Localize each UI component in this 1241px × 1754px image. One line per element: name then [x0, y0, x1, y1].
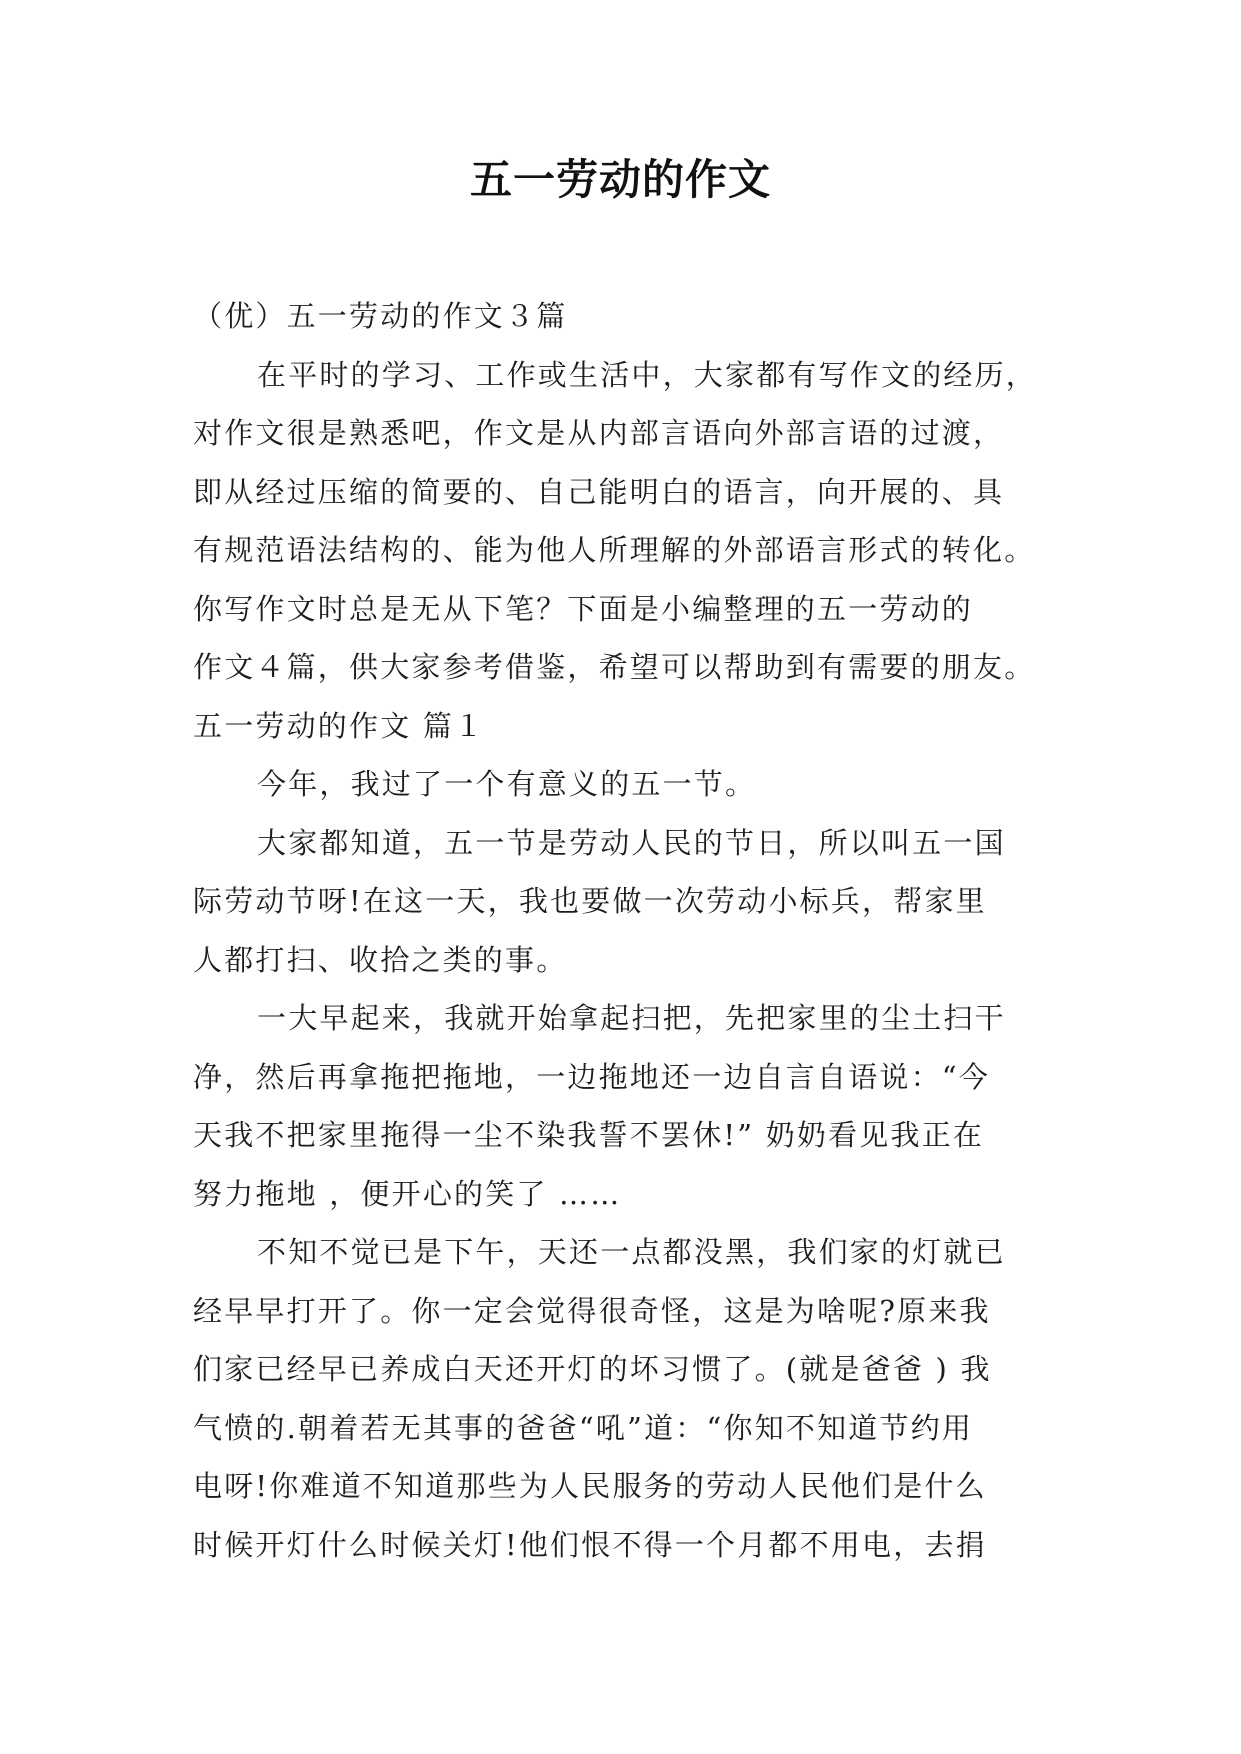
body-text-line: 电呀!你难道不知道那些为人民服务的劳动人民他们是什么: [193, 1469, 987, 1503]
document-body: [193, 287, 1059, 1574]
body-text-line: 时候开灯什么时候关灯!他们恨不得一个月都不用电，去捐: [193, 1527, 987, 1562]
document-title: 五一劳动的作文: [469, 155, 771, 204]
body-text-line: 五一劳动的作文 篇１: [193, 708, 486, 743]
body-text-line: 你写作文时总是无从下笔？下面是小编整理的五一劳动的: [193, 591, 974, 626]
body-text-line: （优）五一劳动的作文３篇: [193, 299, 568, 333]
body-text-line: 际劳动节呀!在这一天，我也要做一次劳动小标兵，帮家里: [193, 884, 987, 918]
body-text-line: 天我不把家里拖得一尘不染我誓不罢休!” 奶奶看见我正在: [193, 1118, 985, 1152]
body-text-line: 在平时的学习、工作或生活中，大家都有写作文的经历，: [257, 357, 1038, 392]
body-text-line: 努力拖地 ，便开心的笑了 ……: [193, 1176, 622, 1211]
body-text-line: 们家已经早已养成白天还开灯的坏习惯了。(就是爸爸 ) 我: [193, 1352, 992, 1386]
body-text-line: 作文４篇，供大家参考借鉴，希望可以帮助到有需要的朋友。: [193, 650, 1036, 684]
body-text-line: 大家都知道，五一节是劳动人民的节日，所以叫五一国: [257, 825, 1006, 860]
body-text-line: 对作文很是熟悉吧，作文是从内部言语向外部言语的过渡，: [193, 416, 1005, 450]
body-text-line: 一大早起来，我就开始拿起扫把，先把家里的尘土扫干: [257, 1001, 1006, 1035]
body-text-line: 今年，我过了一个有意义的五一节。: [257, 767, 757, 801]
body-text-line: 即从经过压缩的简要的、自己能明白的语言，向开展的、具: [193, 474, 1005, 509]
body-text-line: 气愤的.朝着若无其事的爸爸“吼”道：“你知不知道节约用: [193, 1410, 974, 1445]
body-text-line: 净，然后再拿拖把拖地，一边拖地还一边自言自语说：“今: [193, 1059, 991, 1094]
body-text-line: 不知不觉已是下午，天还一点都没黑，我们家的灯就已: [257, 1235, 1006, 1269]
body-text-line: 有规范语法结构的、能为他人所理解的外部语言形式的转化。: [193, 533, 1036, 567]
body-text-line: 人都打扫、收拾之类的事。: [193, 942, 568, 977]
body-text-line: 经早早打开了。你一定会觉得很奇怪，这是为啥呢?原来我: [193, 1293, 991, 1328]
